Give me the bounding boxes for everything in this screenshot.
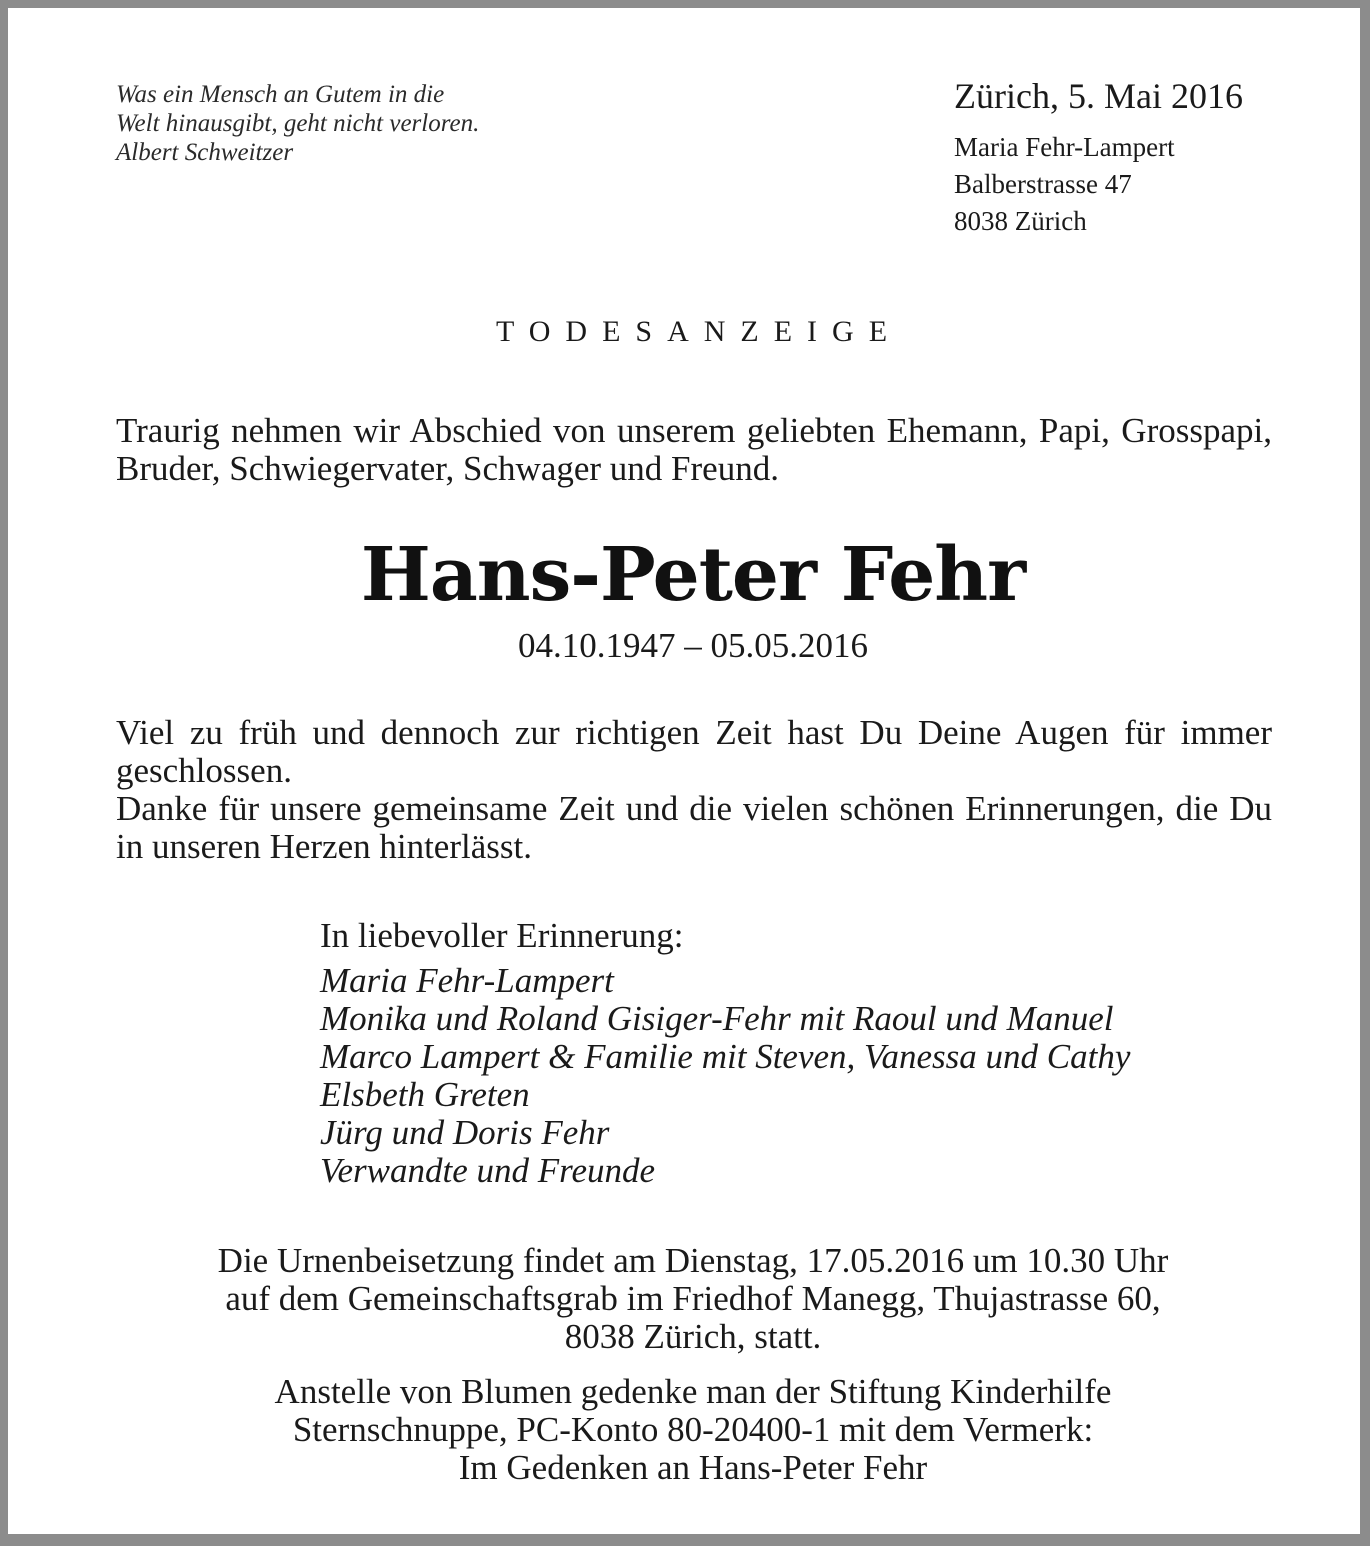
quote	[116, 80, 636, 167]
quote-line: Welt hinausgibt, geht nicht verloren.	[116, 110, 480, 137]
donation-line: Sternschnuppe, PC-Konto 80-20400-1 mit dem Vermerk:	[292, 1410, 1094, 1449]
address-city: 8038 Zürich	[954, 206, 1087, 236]
mourner-item: Jürg und Doris Fehr	[320, 1113, 610, 1152]
intro-text: Traurig nehmen wir Abschied von unserem geliebten Ehemann, Papi, Grosspapi, Bruder, Schwiegervater, Schwager und Freund.	[116, 411, 1272, 488]
farewell-paragraph-1: Viel zu früh und dennoch zur richtigen Zeit hast Du Deine Augen für immer geschlossen.	[116, 713, 1272, 790]
memory-title: In liebevoller Erinnerung:	[320, 916, 684, 955]
mourner-item: Elsbeth Greten	[320, 1075, 530, 1114]
donation-line: Anstelle von Blumen gedenke man der Stiftung Kinderhilfe	[274, 1372, 1112, 1411]
mourner-item: Monika und Roland Gisiger-Fehr mit Raoul und Manuel	[320, 999, 1114, 1038]
donation-info	[98, 1373, 1288, 1487]
farewell-paragraph-2: Danke für unsere gemeinsame Zeit und die vielen schönen Erinnerungen, die Du in unseren Herzen hinterlässt.	[116, 789, 1272, 866]
mourner-item: Verwandte und Freunde	[320, 1151, 656, 1190]
ceremony-line: 8038 Zürich, statt.	[564, 1317, 822, 1356]
mourners-list	[320, 962, 1320, 1190]
deceased-name: Hans-Peter Fehr	[360, 532, 1026, 618]
sender-address	[954, 129, 1284, 240]
address-name: Maria Fehr-Lampert	[954, 132, 1175, 162]
address-street: Balberstrasse 47	[954, 169, 1132, 199]
quote-line: Was ein Mensch an Gutem in die	[116, 81, 445, 108]
ceremony-line: Die Urnenbeisetzung findet am Dienstag, 17.05.2016 um 10.30 Uhr	[217, 1241, 1169, 1280]
mourner-item: Marco Lampert & Familie mit Steven, Vanessa und Cathy	[320, 1037, 1131, 1076]
ceremony-line: auf dem Gemeinschaftsgrab im Friedhof Manegg, Thujastrasse 60,	[225, 1279, 1161, 1318]
notice-heading: TODESANZEIGE	[495, 315, 903, 348]
farewell-text	[116, 714, 1272, 866]
ceremony-info	[98, 1242, 1288, 1356]
mourner-item: Maria Fehr-Lampert	[320, 961, 614, 1000]
quote-author: Albert Schweitzer	[116, 139, 294, 166]
place-date: Zürich, 5. Mai 2016	[954, 76, 1243, 116]
life-dates: 04.10.1947 – 05.05.2016	[518, 626, 868, 665]
donation-line: Im Gedenken an Hans-Peter Fehr	[458, 1448, 928, 1487]
